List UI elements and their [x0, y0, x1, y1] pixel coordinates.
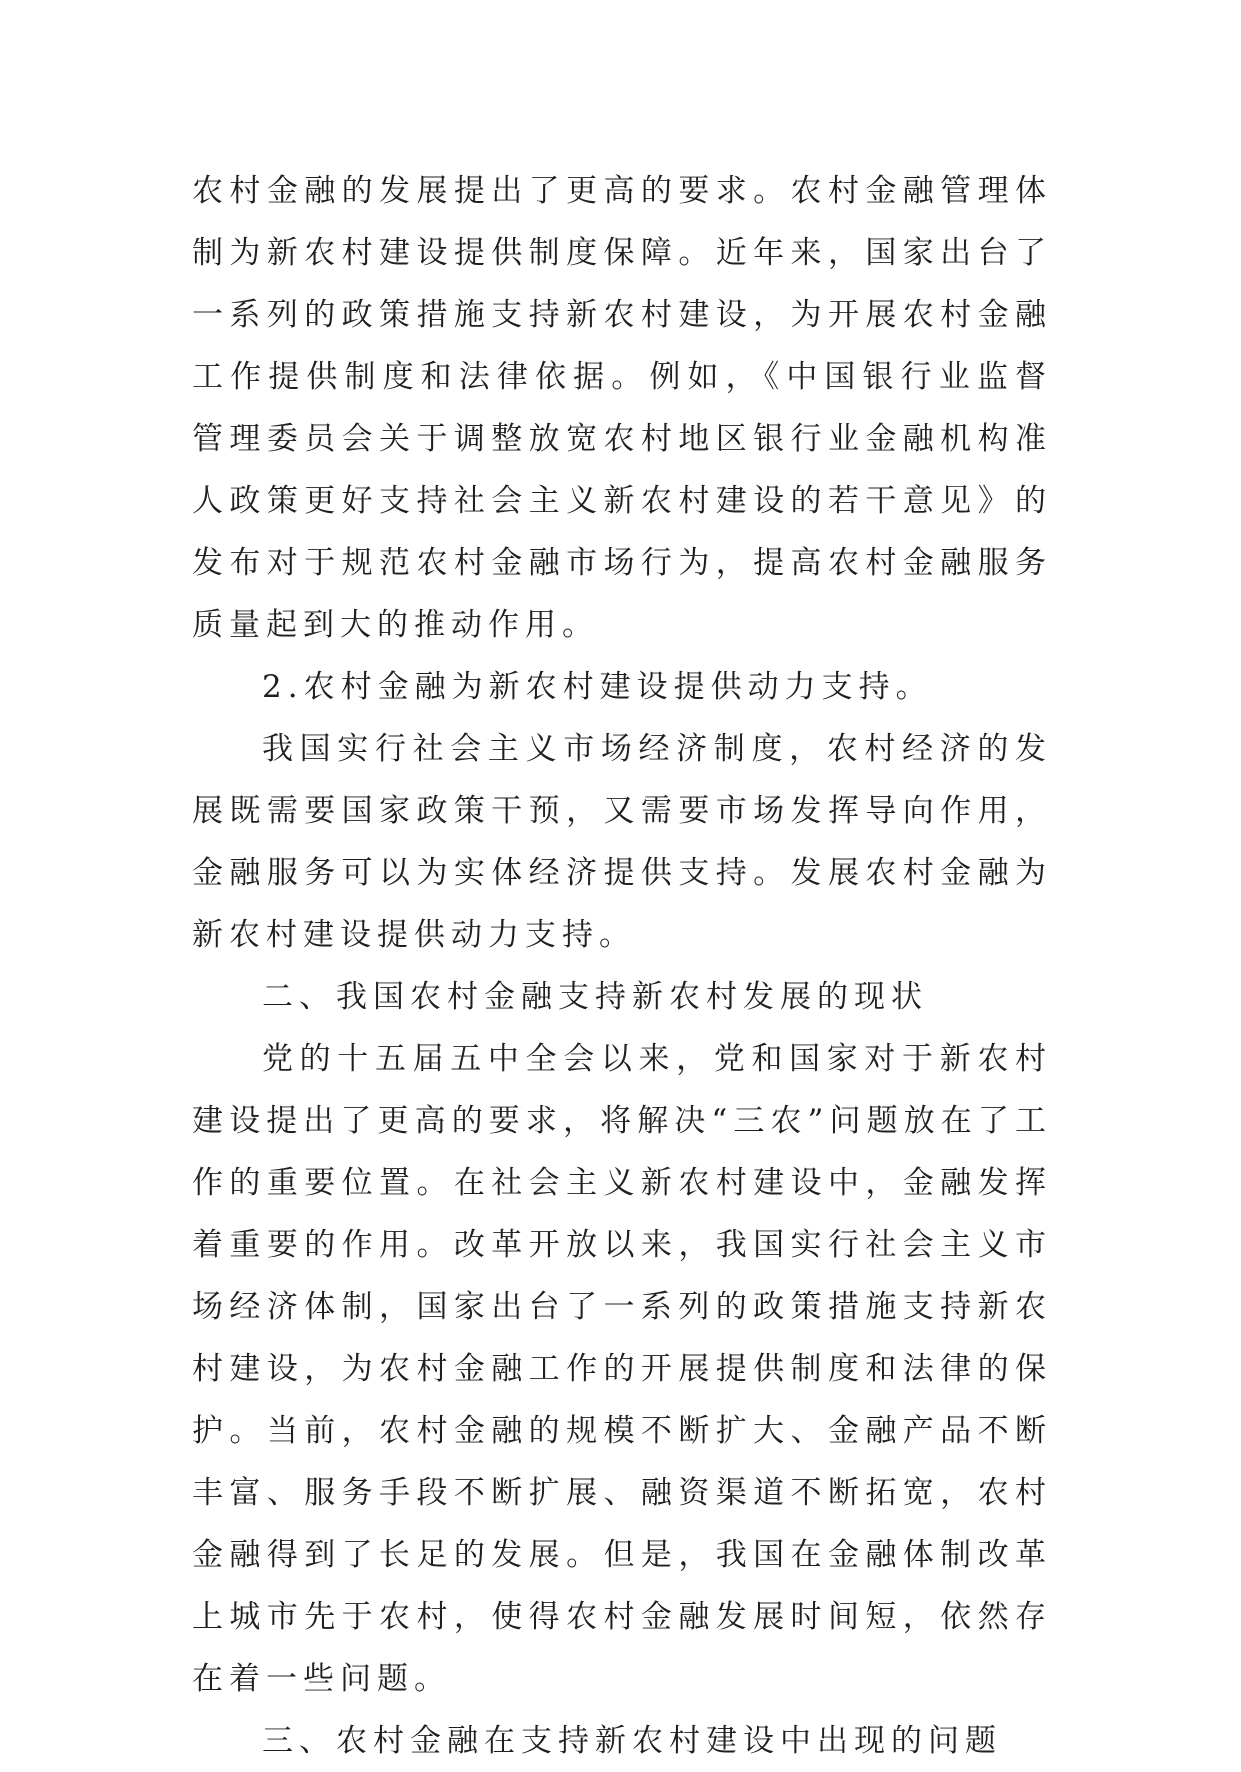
paragraph-continuation: 农村金融的发展提出了更高的要求。农村金融管理体制为新农村建设提供制度保障。近年来，国家出台了一系列的政策措施支持新农村建设，为开展农村金融工作提供制度和法律依据。例如，《中国银行业监督管理委员会关于调整放宽农村地区银行业金融机构准人政策更好支持社会主义新农村建设的若干意见》的发布对于规范农村金融市场行为，提高农村金融服务质量起到大的推动作用。 — [192, 173, 1052, 643]
section-heading-2: 二、我国农村金融支持新农村发展的现状 — [262, 979, 928, 1015]
section-heading-3: 三、农村金融在支持新农村建设中出现的问题 — [262, 1723, 1002, 1759]
paragraph-current-status: 党的十五届五中全会以来，党和国家对于新农村建设提出了更高的要求，将解决“三农”问题放在了工作的重要位置。在社会主义新农村建设中，金融发挥着重要的作用。改革开放以来，我国实行社会主义市场经济体制，国家出台了一系列的政策措施支持新农村建设，为农村金融工作的开展提供制度和法律的保护。当前，农村金融的规模不断扩大、金融产品不断丰富、服务手段不断扩展、融资渠道不断拓宽，农村金融得到了长足的发展。但是，我国在金融体制改革上城市先于农村，使得农村金融发展时间短，依然存在着一些问题。 — [192, 1041, 1052, 1697]
document-body — [192, 160, 1052, 1772]
paragraph-subheading-2: 2.农村金融为新农村建设提供动力支持。 — [262, 669, 933, 705]
paragraph-market-economy: 我国实行社会主义市场经济制度，农村经济的发展既需要国家政策干预，又需要市场发挥导向作用，金融服务可以为实体经济提供支持。发展农村金融为新农村建设提供动力支持。 — [192, 731, 1052, 953]
